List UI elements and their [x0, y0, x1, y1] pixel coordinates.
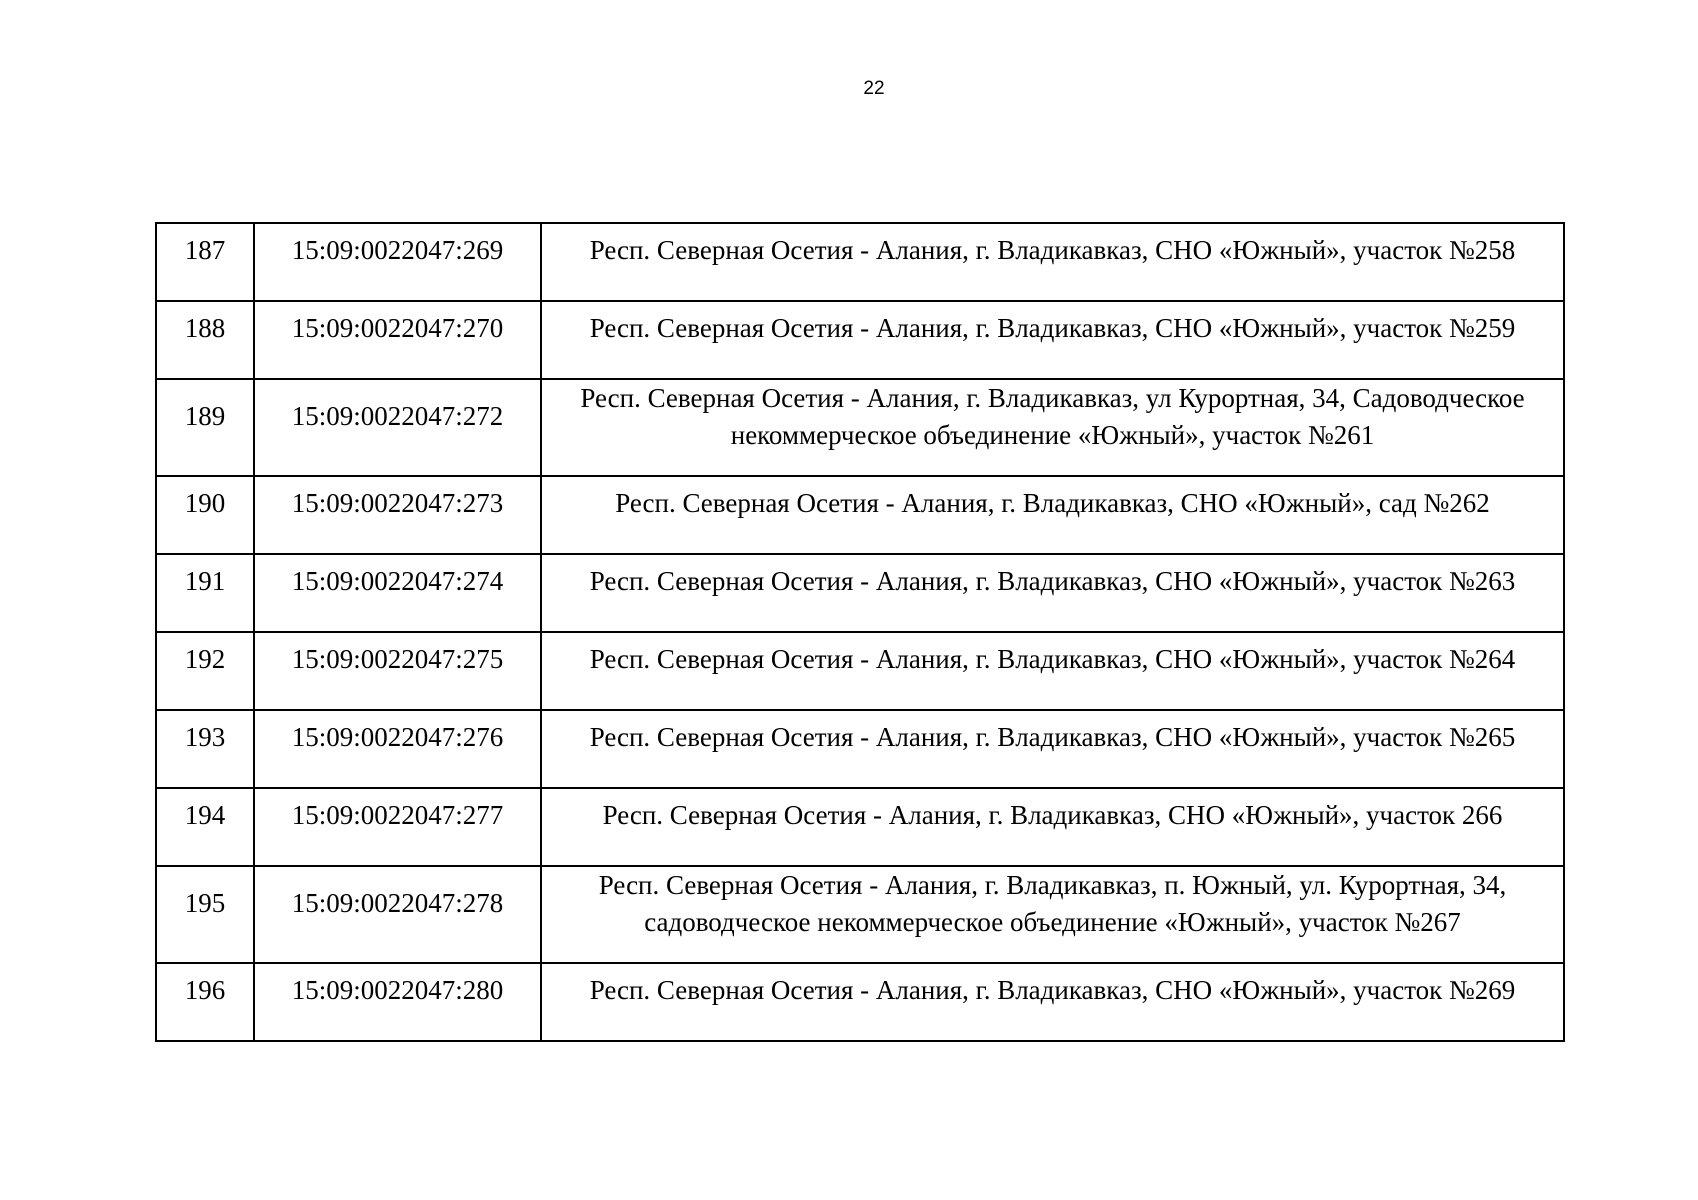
cadastral-number: 15:09:0022047:275: [254, 632, 541, 710]
cadastral-number: 15:09:0022047:277: [254, 788, 541, 866]
table-row: [156, 710, 1564, 788]
address: Респ. Северная Осетия - Алания, г. Владикавказ, СНО «Южный», участок №258: [541, 223, 1564, 301]
row-number: 191: [156, 554, 254, 632]
row-number: 196: [156, 963, 254, 1041]
cadastral-number: 15:09:0022047:274: [254, 554, 541, 632]
row-number: 192: [156, 632, 254, 710]
row-number: 188: [156, 301, 254, 379]
table-row: [156, 788, 1564, 866]
address: Респ. Северная Осетия - Алания, г. Владикавказ, п. Южный, ул. Курортная, 34, садоводческое некоммерческое объединение «Южный», участок №267: [541, 866, 1564, 963]
address: Респ. Северная Осетия - Алания, г. Владикавказ, СНО «Южный», сад №262: [541, 476, 1564, 554]
cadastral-number: 15:09:0022047:273: [254, 476, 541, 554]
row-number: 194: [156, 788, 254, 866]
table-row: [156, 866, 1564, 963]
table-row: [156, 476, 1564, 554]
cadastral-number: 15:09:0022047:278: [254, 866, 541, 963]
table-row: [156, 379, 1564, 476]
cadastral-number: 15:09:0022047:280: [254, 963, 541, 1041]
cadastral-number: 15:09:0022047:270: [254, 301, 541, 379]
cadastral-number: 15:09:0022047:276: [254, 710, 541, 788]
page-number: 22: [863, 78, 885, 99]
address: Респ. Северная Осетия - Алания, г. Владикавказ, СНО «Южный», участок №263: [541, 554, 1564, 632]
land-plot-table: [155, 222, 1565, 1042]
table-row: [156, 223, 1564, 301]
cadastral-number: 15:09:0022047:269: [254, 223, 541, 301]
address: Респ. Северная Осетия - Алания, г. Владикавказ, СНО «Южный», участок №264: [541, 632, 1564, 710]
table-row: [156, 963, 1564, 1041]
address: Респ. Северная Осетия - Алания, г. Владикавказ, СНО «Южный», участок №259: [541, 301, 1564, 379]
row-number: 189: [156, 379, 254, 476]
table-row: [156, 554, 1564, 632]
row-number: 190: [156, 476, 254, 554]
address: Респ. Северная Осетия - Алания, г. Владикавказ, СНО «Южный», участок №265: [541, 710, 1564, 788]
address: Респ. Северная Осетия - Алания, г. Владикавказ, СНО «Южный», участок 266: [541, 788, 1564, 866]
cadastral-number: 15:09:0022047:272: [254, 379, 541, 476]
table-row: [156, 301, 1564, 379]
table-row: [156, 632, 1564, 710]
address: Респ. Северная Осетия - Алания, г. Владикавказ, СНО «Южный», участок №269: [541, 963, 1564, 1041]
row-number: 193: [156, 710, 254, 788]
row-number: 187: [156, 223, 254, 301]
address: Респ. Северная Осетия - Алания, г. Владикавказ, ул Курортная, 34, Садоводческое некоммерческое объединение «Южный», участок №261: [541, 379, 1564, 476]
row-number: 195: [156, 866, 254, 963]
